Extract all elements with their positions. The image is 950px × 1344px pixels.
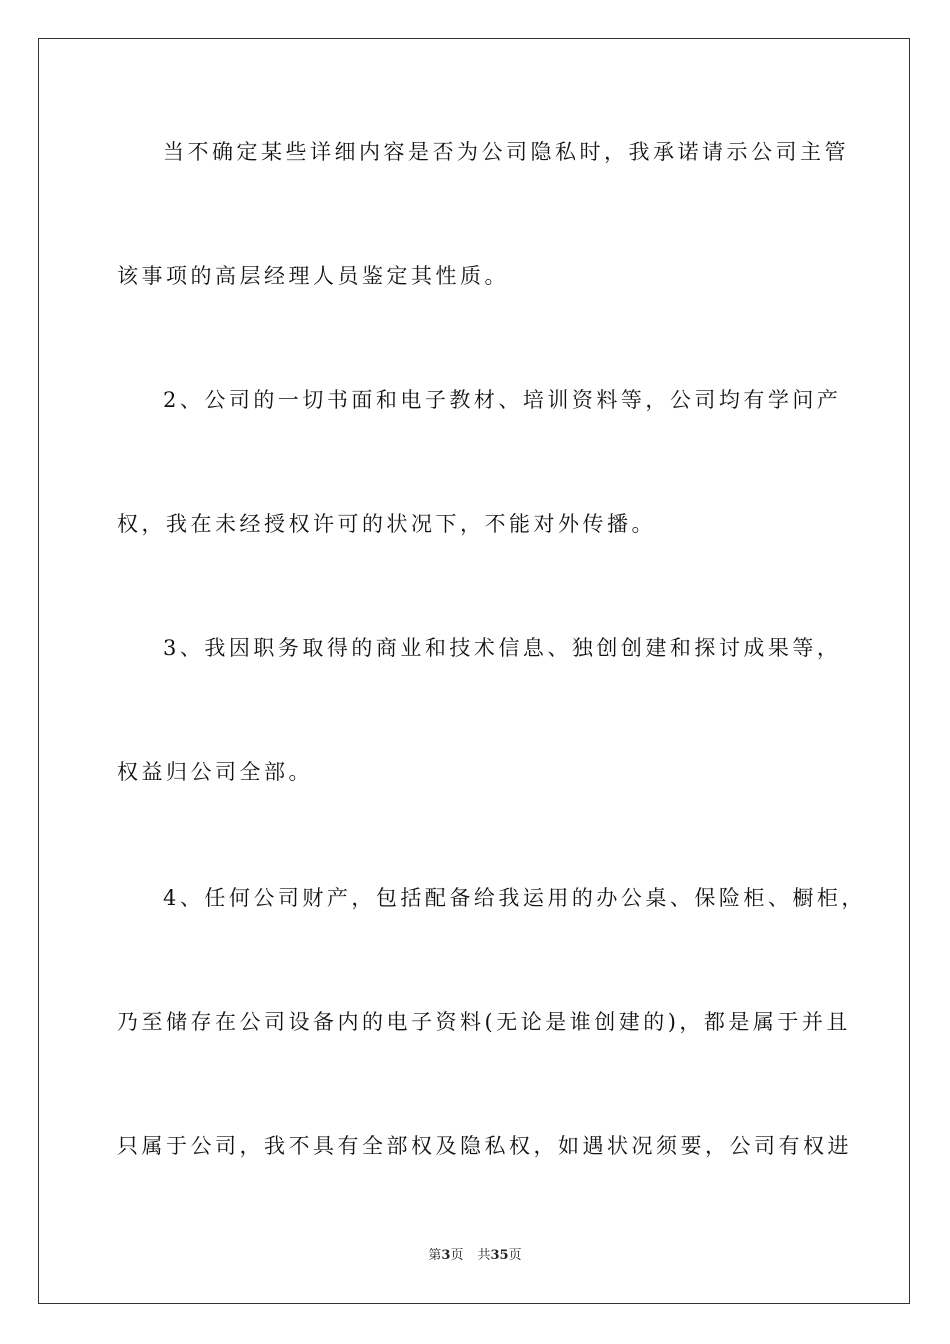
footer-page-prefix: 第 — [428, 1248, 442, 1263]
footer-total-pages: 35 — [490, 1248, 509, 1263]
footer-page-number: 3 — [441, 1248, 451, 1263]
footer-total-prefix: 共 — [477, 1248, 491, 1263]
paragraph-line: 乃至储存在公司设备内的电子资料(无论是谁创建的)，都是属于并且 — [117, 1010, 851, 1034]
paragraph-line: 该事项的高层经理人员鉴定其性质。 — [117, 264, 509, 288]
footer-total-suffix: 页 — [508, 1248, 522, 1263]
page-footer — [0, 1247, 950, 1265]
paragraph-line: 当不确定某些详细内容是否为公司隐私时，我承诺请示公司主管 — [163, 140, 849, 164]
paragraph-line: 3、我因职务取得的商业和技术信息、独创创建和探讨成果等， — [163, 636, 842, 660]
paragraph-line: 4、任何公司财产，包括配备给我运用的办公桌、保险柜、橱柜， — [163, 886, 866, 910]
footer-page-suffix: 页 — [450, 1248, 464, 1263]
paragraph-line: 2、公司的一切书面和电子教材、培训资料等，公司均有学问产 — [163, 388, 842, 412]
paragraph-line: 权，我在未经授权许可的状况下，不能对外传播。 — [117, 512, 656, 536]
paragraph-line: 权益归公司全部。 — [117, 760, 313, 784]
page-border — [38, 38, 910, 1304]
paragraph-line: 只属于公司，我不具有全部权及隐私权，如遇状况须要，公司有权进 — [117, 1134, 852, 1158]
